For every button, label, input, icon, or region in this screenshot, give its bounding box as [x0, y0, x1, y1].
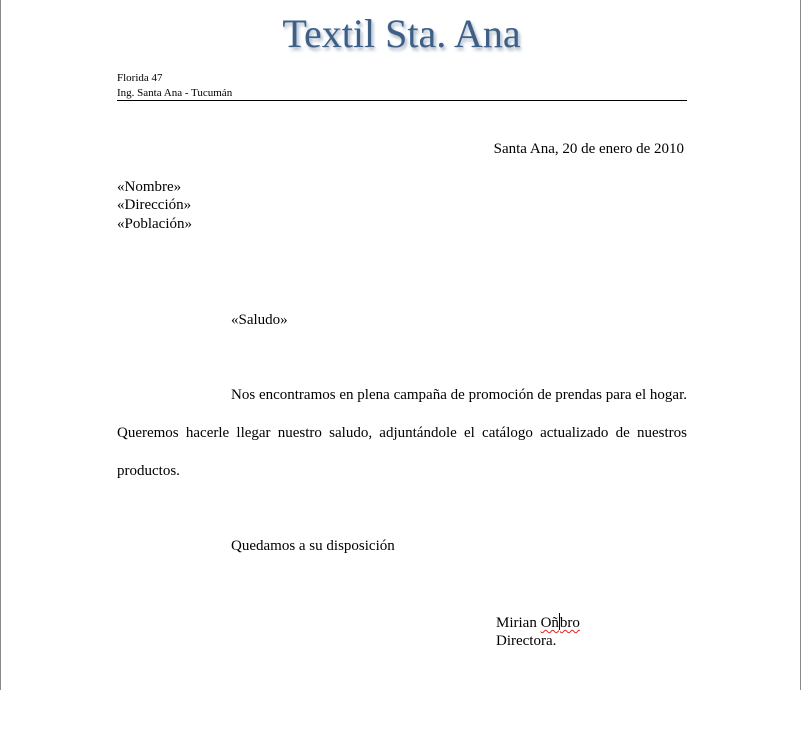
letter-body-paragraph: Nos encontramos en plena campaña de promoción de prendas para el hogar. Queremos hacerle llegar nuestro saludo, adjuntándole el catálogo actualizado de nuestros productos.	[117, 387, 687, 479]
signature-title: Directora.	[496, 633, 557, 649]
signature-surname	[541, 615, 580, 631]
merge-field-nombre: «Nombre»	[117, 179, 182, 195]
merge-field-poblacion: «Población»	[117, 216, 192, 232]
signature-surname-part1: Oñ	[540, 615, 559, 631]
address-line-street: Florida 47	[117, 72, 163, 84]
signature-surname-part2: bro	[559, 615, 580, 631]
merge-field-direccion: «Dirección»	[117, 197, 192, 213]
company-logo: Textil Sta. Ana	[282, 11, 521, 56]
signature-name	[496, 613, 580, 632]
letter-date: Santa Ana, 20 de enero de 2010	[493, 141, 684, 157]
letter-closing: Quedamos a su disposición	[231, 538, 395, 554]
merge-field-saludo: «Saludo»	[231, 312, 288, 328]
signature-first-name: Mirian	[496, 615, 537, 631]
header-rule	[117, 100, 687, 101]
address-line-city: Ing. Santa Ana - Tucumán	[117, 87, 233, 99]
